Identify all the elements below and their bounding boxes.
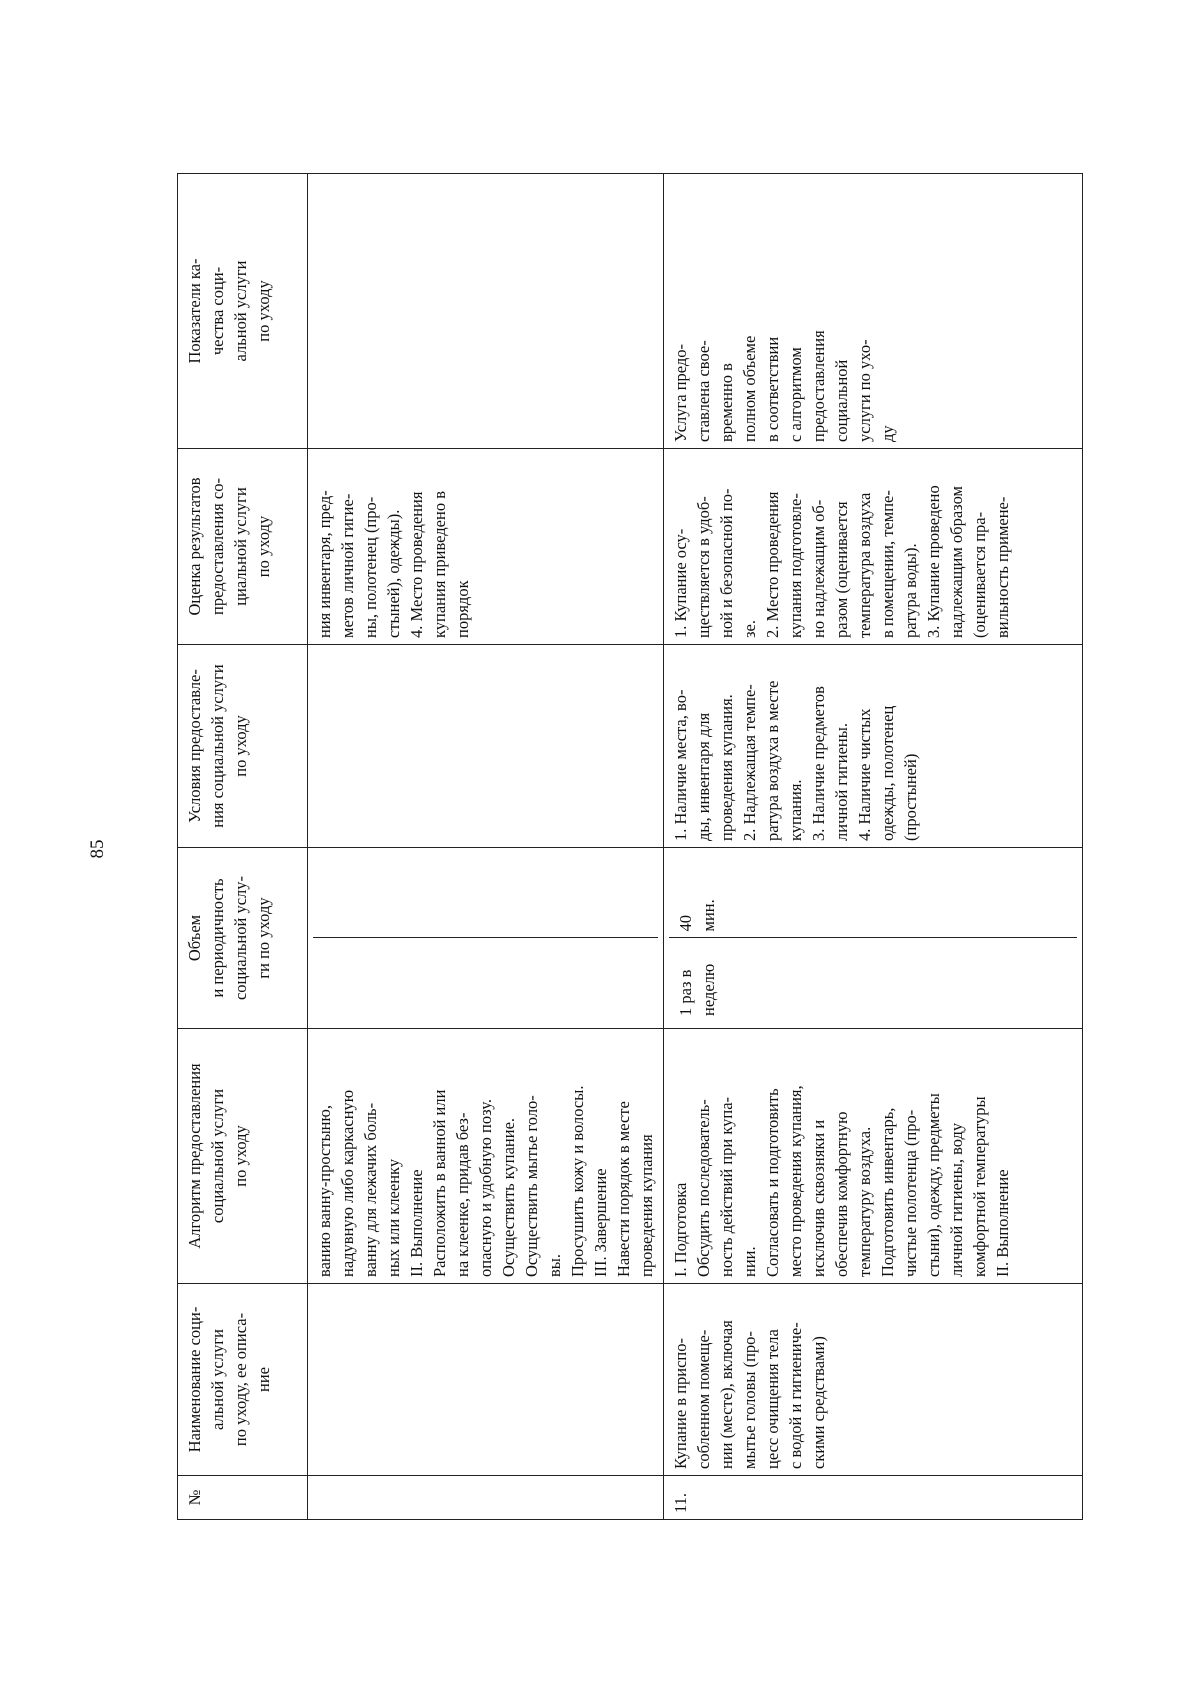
cell-periodicity: [313, 939, 658, 1023]
header-evaluation: Оценка результатов предоставления со- циальной услуги по уходу: [178, 449, 308, 645]
cell-quality: Услуга предо- ставлена свое- временно в полном объеме в соответствии с алгоритмом предоставления социальной услуги по ухо- ду: [664, 174, 1083, 449]
cell-name: [308, 1284, 664, 1476]
cell-periodicity: 1 раз в неделю: [676, 963, 718, 1016]
table-row: [308, 174, 664, 1520]
table-header-row: [178, 174, 308, 1520]
header-algorithm: Алгоритм предоставления социальной услуги по уходу: [178, 1029, 308, 1284]
header-quality: Показатели ка- чества соци- альной услуги по уходу: [178, 174, 308, 449]
header-num: №: [178, 1476, 308, 1520]
cell-num: 11.: [664, 1476, 1083, 1520]
header-conditions: Условия предоставле- ния социальной услуги по уходу: [178, 645, 308, 848]
cell-num: [308, 1476, 664, 1520]
cell-evaluation: 1. Купание осу- ществляется в удоб- ной и безопасной по- зе. 2. Место проведения купания подготовле- но надлежащим об- разом (оценивается температура воздуха в помещении, темпе- ратура воды). 3. Купание проведено надлежащим образом (оценивается пра- вильность примене-: [664, 449, 1083, 645]
rotated-page: [177, 174, 1083, 1520]
cell-evaluation: ния инвентаря, пред- метов личной гигие- ны, полотенец (про- стыней), одежды). 4. Место проведения купания приведено в порядок: [308, 449, 664, 645]
cell-quality: [308, 174, 664, 449]
cell-name: Купание в приспо- собленном помеще- нии (месте), включая мытье головы (про- цесс очищения тела с водой и гигиениче- скими средствами): [664, 1284, 1083, 1476]
cell-conditions: [308, 645, 664, 848]
services-table: [177, 173, 1083, 1520]
header-name: Наименование соци- альной услуги по уходу, ее описа- ние: [178, 1284, 308, 1476]
page-number: 85: [87, 839, 108, 859]
cell-duration: 40 мин.: [669, 854, 1077, 939]
cell-algorithm: ванию ванну-простыню, надувную либо каркасную ванну для лежачих боль- ных или клеенку II. Выполнение Расположить в ванной или на клеенке, придав без- опасную и удобную позу. Осуществить купание. Осуществить мытье голо- вы. Просушить кожу и волосы. III. Завершение Навести порядок в месте проведения купания: [308, 1029, 664, 1284]
cell-conditions: 1. Наличие места, во- ды, инвентаря для проведения купания. 2. Надлежащая темпе- ратура воздуха в месте купания. 3. Наличие предметов личной гигиены. 4. Наличие чистых одежды, полотенец (простыней): [664, 645, 1083, 848]
cell-duration: [313, 854, 658, 939]
table-row: [664, 174, 1083, 1520]
cell-algorithm: I. Подготовка Обсудить последователь- ность действий при купа- нии. Согласовать и подготовить место проведения купания, исключив сквозняки и обеспечив комфортную температуру воздуха. Подготовить инвентарь, чистые полотенца (про- стыни), одежду, предметы личной гигиены, воду комфортной температуры II. Выполнение: [664, 1029, 1083, 1284]
cell-volume: [664, 848, 1083, 1029]
cell-volume: [308, 848, 664, 1029]
header-volume: Объем и периодичность социальной услу- ги по уходу: [178, 848, 308, 1029]
